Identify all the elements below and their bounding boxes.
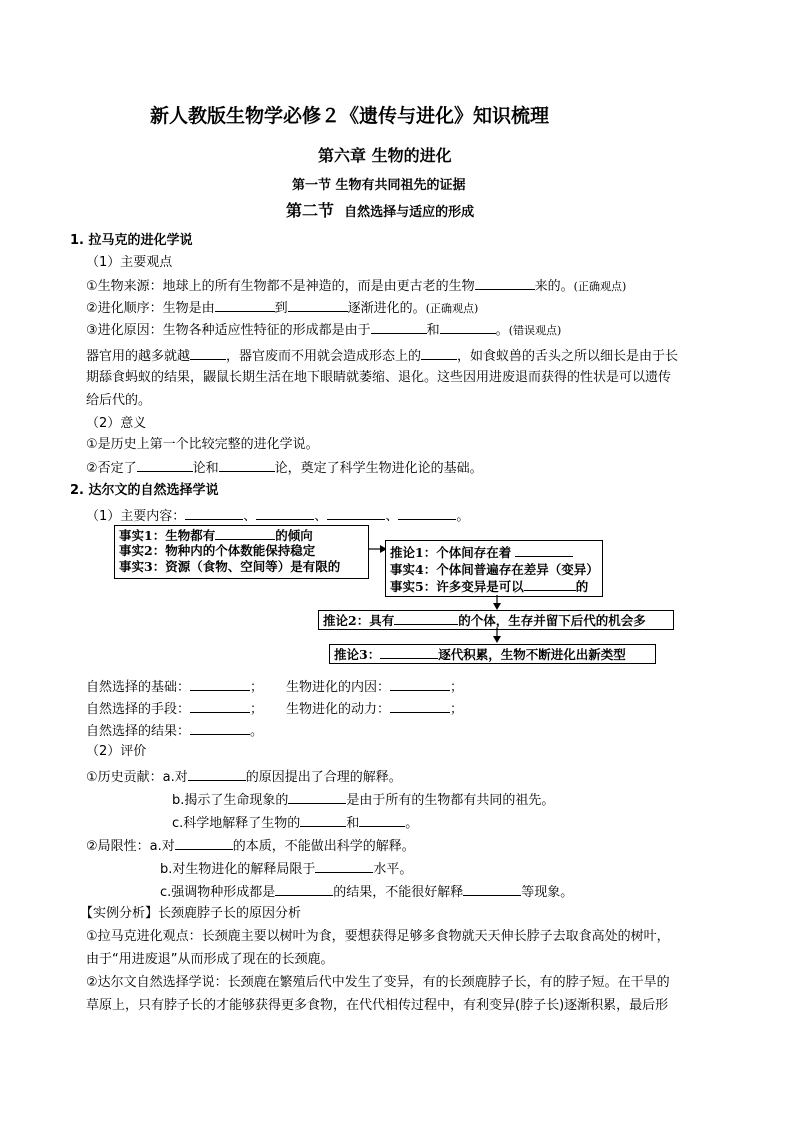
section2-title	[286, 202, 474, 222]
inference-2-box	[318, 610, 674, 630]
blank[interactable]	[463, 882, 521, 896]
blank[interactable]	[475, 276, 535, 290]
text: ①生物来源：地球上的所有生物都不是神造的，而是由更古老的生物	[86, 279, 475, 294]
eval-1	[86, 767, 402, 787]
eval-5	[160, 859, 412, 879]
sep: 、	[243, 509, 257, 524]
semi: ；	[250, 702, 264, 717]
inference-1: 推论1：个体间存在着	[390, 544, 573, 561]
blank[interactable]	[380, 646, 438, 659]
inference-1-box	[385, 540, 603, 597]
fact-4: 事实4：个体间普遍存在差异（变异）	[390, 562, 599, 577]
case-line-4: 草原上，只有脖子长的才能够获得更多食物，在代代相传过程中，有利变异(脖子长)逐渐积累，最后形	[86, 998, 669, 1013]
text: 论和	[192, 461, 219, 476]
text: ①历史贡献：a.对	[86, 770, 188, 785]
fact-3: 事实3：资源（食物、空间等）是有限的	[119, 559, 341, 574]
blank[interactable]	[371, 320, 427, 334]
basis-row-1b	[286, 677, 463, 697]
darwin-main-content	[86, 506, 469, 526]
eval-3	[172, 813, 418, 833]
label: 生物进化的内因：	[286, 680, 391, 695]
text: ，器官废而不用就会造成形态上的	[226, 349, 422, 364]
fact-5: 事实5：许多变异是可以 的	[390, 579, 589, 594]
significance-1: ①是历史上第一个比较完整的进化学说。	[86, 437, 319, 452]
chapter-title: 第六章 生物的进化	[318, 146, 452, 165]
blank[interactable]	[215, 298, 275, 312]
blank[interactable]	[394, 612, 458, 625]
blank[interactable]	[190, 346, 226, 360]
blank[interactable]	[188, 767, 246, 781]
eval-6	[160, 882, 573, 902]
text: 。	[495, 323, 509, 338]
semi: ；	[250, 680, 264, 695]
case-title: 【实例分析】长颈鹿脖子长的原因分析	[80, 906, 302, 921]
fact-2: 事实2：物种内的个体数能保持稳定	[119, 543, 316, 558]
text: b.对生物进化的解释局限于	[160, 862, 316, 877]
case-line-3: ②达尔文自然选择学说：长颈鹿在繁殖后代中发生了变异，有的长颈鹿脖子长，有的脖子短。在干旱的	[86, 975, 670, 990]
significance-2	[86, 458, 483, 478]
blank[interactable]	[440, 320, 496, 334]
text: ②局限性：a.对	[86, 839, 175, 854]
text: ②进化顺序：生物是由	[86, 301, 215, 316]
label: 自然选择的手段：	[86, 702, 191, 717]
blank[interactable]	[315, 859, 373, 873]
darwin-evaluation: （2）评价	[86, 744, 147, 759]
blank[interactable]	[288, 298, 348, 312]
lamarck-point-2	[86, 298, 478, 318]
inference-2: 推论2：具有 的个体，生存并留下后代的机会多	[323, 613, 646, 628]
eval-2	[172, 790, 554, 810]
inference-3: 推论3： 逐代积累，生物不断进化出新类型	[334, 647, 626, 662]
facts-box	[114, 525, 369, 579]
label: 生物进化的动力：	[286, 702, 391, 717]
text: 来的。	[534, 279, 574, 294]
text: 等现象。	[521, 885, 574, 900]
dot: 。	[250, 724, 264, 739]
tag-correct: (正确观点)	[573, 280, 627, 293]
blank[interactable]	[288, 790, 346, 804]
basis-row-3	[86, 721, 263, 741]
sep: 、	[314, 509, 328, 524]
end: 。	[456, 509, 470, 524]
blank[interactable]	[137, 458, 193, 472]
section1-title: 第一节 生物有共同祖先的证据	[292, 178, 466, 193]
text: 和	[346, 816, 360, 831]
blank[interactable]	[421, 346, 457, 360]
text: 到	[274, 301, 288, 316]
blank[interactable]	[219, 458, 275, 472]
tag-correct: (正确观点)	[425, 302, 479, 315]
blank[interactable]	[390, 677, 450, 691]
case-line-1: ①拉马克进化观点：长颈鹿主要以树叶为食，要想获得足够多食物就天天伸长脖子去取食高处的树叶，	[86, 929, 670, 944]
blank[interactable]	[275, 882, 333, 896]
blank[interactable]	[515, 544, 573, 557]
blank[interactable]	[359, 813, 405, 827]
section2-number: 第二节	[286, 201, 335, 220]
blank[interactable]	[524, 578, 576, 591]
blank[interactable]	[190, 721, 250, 735]
blank[interactable]	[175, 836, 233, 850]
sep: 、	[385, 509, 399, 524]
text: 。	[405, 816, 419, 831]
semi: ；	[450, 702, 464, 717]
blank[interactable]	[256, 506, 314, 520]
inference-3-box	[329, 644, 656, 664]
tag-wrong: (错误观点)	[508, 324, 562, 337]
label: 自然选择的结果：	[86, 724, 191, 739]
text: c.强调物种形成都是	[160, 885, 276, 900]
fact-1: 事实1：生物都有 的倾向	[119, 528, 313, 543]
blank[interactable]	[398, 506, 456, 520]
text: 是由于所有的生物都有共同的祖先。	[346, 793, 555, 808]
eval-4	[86, 836, 415, 856]
blank[interactable]	[300, 813, 346, 827]
heading-lamarck: 1. 拉马克的进化学说	[70, 233, 193, 248]
text: c.科学地解释了生物的	[172, 816, 301, 831]
text: ②否定了	[86, 461, 137, 476]
semi: ；	[450, 680, 464, 695]
lamarck-main-points: （1）主要观点	[86, 255, 173, 270]
text: 器官用的越多就越	[86, 349, 191, 364]
blank[interactable]	[215, 527, 275, 540]
arrow-down-icon	[490, 628, 504, 644]
lamarck-line-6: 给后代的。	[86, 393, 152, 408]
case-line-2: 由于“用进废退”从而形成了现在的长颈鹿。	[86, 952, 334, 967]
text: 的结果，不能很好解释	[333, 885, 464, 900]
text: 逐渐进化的。	[347, 301, 426, 316]
text: 论，奠定了科学生物进化论的基础。	[274, 461, 483, 476]
lamarck-line-4	[86, 346, 678, 366]
text: b.揭示了生命现象的	[172, 793, 289, 808]
basis-row-2b	[286, 699, 463, 719]
text: 水平。	[373, 862, 413, 877]
basis-row-1	[86, 677, 263, 697]
blank[interactable]	[190, 699, 250, 713]
text: 的本质，不能做出科学的解释。	[232, 839, 415, 854]
blank[interactable]	[185, 506, 243, 520]
text: ，如食蚁兽的舌头之所以细长是由于长	[457, 349, 679, 364]
lamarck-line-5: 期舔食蚂蚁的结果，鼹鼠长期生活在地下眼睛就萎缩、退化。这些因用进废退而获得的性状是可以遗传	[86, 370, 672, 385]
text: （1）主要内容：	[86, 509, 186, 524]
blank[interactable]	[327, 506, 385, 520]
lamarck-point-1	[86, 276, 626, 296]
text: ③进化原因：生物各种适应性特征的形成都是由于	[86, 323, 371, 338]
basis-row-2	[86, 699, 263, 719]
arrow-down-icon	[490, 595, 504, 611]
document-title: 新人教版生物学必修２《遗传与进化》知识梳理	[150, 105, 550, 127]
heading-darwin: 2. 达尔文的自然选择学说	[70, 483, 219, 498]
lamarck-significance: （2）意义	[86, 416, 147, 431]
blank[interactable]	[390, 699, 450, 713]
section2-name: 自然选择与适应的形成	[344, 205, 475, 220]
text: 和	[426, 323, 440, 338]
label: 自然选择的基础：	[86, 680, 191, 695]
text: 的原因提出了合理的解释。	[245, 770, 402, 785]
lamarck-point-3	[86, 320, 561, 340]
blank[interactable]	[190, 677, 250, 691]
